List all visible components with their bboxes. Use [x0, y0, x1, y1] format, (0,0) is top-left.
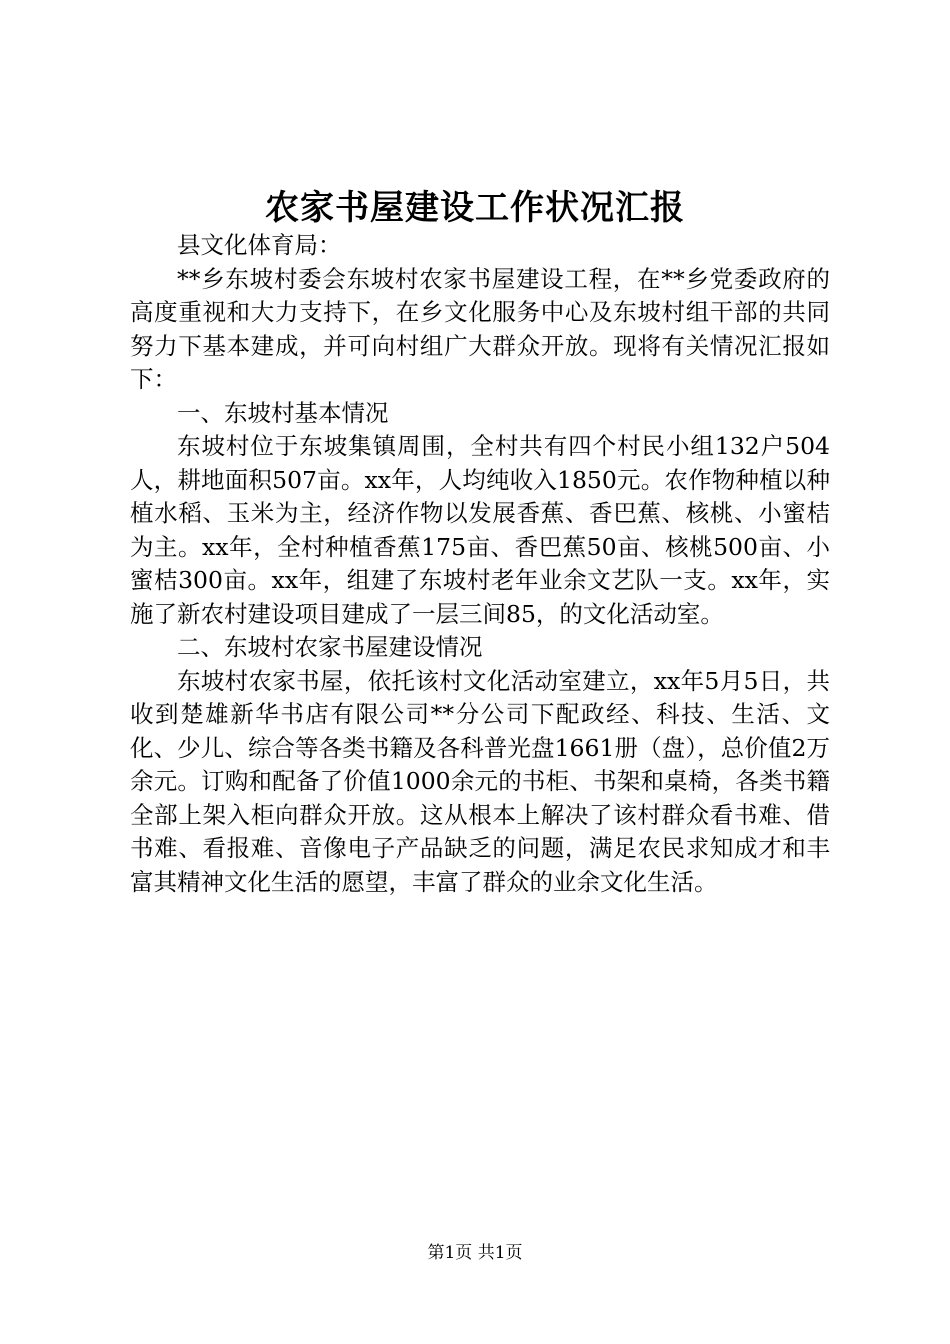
salutation: 县文化体育局：: [177, 231, 342, 259]
section-heading-bookhouse: 二、东坡村农家书屋建设情况: [177, 633, 483, 661]
page-footer: 第1页 共1页: [427, 1243, 523, 1263]
document-body: [130, 229, 830, 899]
section-paragraph-bookhouse: 东坡村农家书屋，依托该村文化活动室建立，xx年5月5日，共收到楚雄新华书店有限公司**分公司下配政经、科技、生活、文化、少儿、综合等各类书籍及各科普光盘1661册（盘），总价值2万余元。订购和配备了价值1000余元的书柜、书架和桌椅，各类书籍全部上架入柜向群众开放。这从根本上解决了该村群众看书难、借书难、看报难、音像电子产品缺乏的问题，满足农民求知成才和丰富其精神文化生活的愿望，丰富了群众的业余文化生活。: [130, 666, 830, 896]
section-heading-basic-info: 一、东坡村基本情况: [177, 398, 389, 427]
intro-paragraph: **乡东坡村委会东坡村农家书屋建设工程，在**乡党委政府的高度重视和大力支持下，在乡文化服务中心及东坡村组干部的共同努力下基本建成，并可向村组广大群众开放。现将有关情况汇报如下：: [130, 264, 830, 393]
section-paragraph-basic-info: 东坡村位于东坡集镇周围，全村共有四个村民小组132户504人，耕地面积507亩。xx年，人均纯收入1850元。农作物种植以种植水稻、玉米为主，经济作物以发展香蕉、香巴蕉、核桃、小蜜桔为主。xx年，全村种植香蕉175亩、香巴蕉50亩、核桃500亩、小蜜桔300亩。xx年，组建了东坡村老年业余文艺队一支。xx年，实施了新农村建设项目建成了一层三间85，的文化活动室。: [130, 432, 830, 628]
document-title: 农家书屋建设工作状况汇报: [265, 188, 685, 228]
